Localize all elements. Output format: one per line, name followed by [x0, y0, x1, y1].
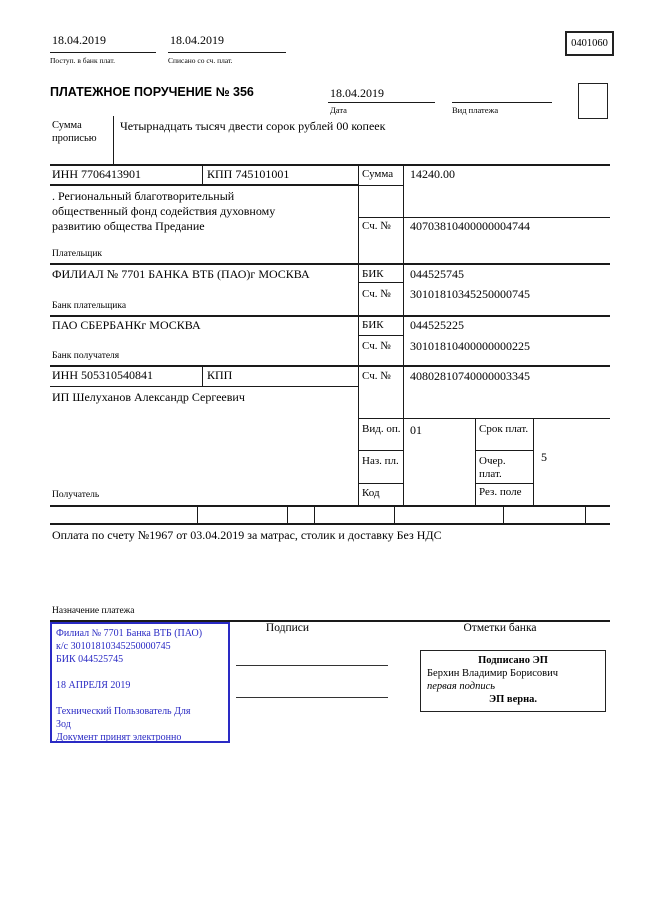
- stamp-line: Филиал № 7701 Банка ВТБ (ПАО): [56, 628, 203, 639]
- divider: [168, 52, 286, 53]
- divider: [314, 505, 315, 523]
- page-title: ПЛАТЕЖНОЕ ПОРУЧЕНИЕ № 356: [50, 85, 254, 99]
- divider: [503, 505, 504, 523]
- divider: [358, 335, 403, 336]
- divider: [197, 505, 198, 523]
- payer-bank-account-label: Сч. №: [362, 288, 391, 300]
- table-border: [50, 505, 610, 507]
- divider: [475, 450, 533, 451]
- payer-bank-section-label: Банк плательщика: [52, 301, 127, 311]
- table-border: [50, 365, 610, 367]
- payer-kpp: КПП 745101001: [207, 167, 290, 181]
- amount-value: 14240.00: [410, 167, 455, 181]
- payee-bank-bik: 044525225: [410, 318, 464, 332]
- priority-value: 5: [541, 450, 547, 464]
- stamp-line: [56, 666, 224, 679]
- esign-verified: ЭП верна.: [488, 694, 537, 705]
- pay-term-label: Срок плат.: [479, 423, 529, 435]
- divider: [50, 386, 358, 387]
- payee-kpp-label: КПП: [207, 368, 233, 382]
- divider: [358, 483, 403, 484]
- stamp-line: 18 АПРЕЛЯ 2019: [56, 680, 131, 691]
- payer-bank-bik-label: БИК: [362, 268, 384, 280]
- esign-box: [420, 650, 606, 712]
- stamp-line: [56, 692, 224, 705]
- divider: [113, 116, 114, 164]
- payer-section-label: Плательщик: [52, 249, 103, 259]
- code-label: Код: [362, 487, 380, 499]
- payer-account: 40703810400000004744: [410, 219, 530, 233]
- payee-bank-account: 30101810400000000225: [410, 339, 530, 353]
- divider: [475, 418, 476, 505]
- payee-name: ИП Шелуханов Александр Сергеевич: [52, 390, 245, 404]
- stamp-line: Документ принят электронно: [56, 732, 182, 743]
- payee-bank-bik-label: БИК: [362, 319, 384, 331]
- payment-kind-box: [578, 83, 608, 119]
- table-border: [50, 523, 610, 525]
- received-date: 18.04.2019: [52, 33, 106, 47]
- bank-stamp: [50, 622, 230, 743]
- payment-purpose-text: Оплата по счету №1967 от 03.04.2019 за матрас, столик и доставку Без НДС: [52, 528, 442, 542]
- divider: [533, 418, 534, 505]
- payment-kind-label: Вид платежа: [452, 105, 499, 115]
- payer-bank-account: 30101810345250000745: [410, 287, 530, 301]
- divider: [358, 282, 403, 283]
- payee-bank-account-label: Сч. №: [362, 340, 391, 352]
- reserve-field-label: Рез. поле: [479, 486, 522, 498]
- payer-name-line: . Региональный благотворительный: [52, 189, 235, 203]
- payee-bank-name: ПАО СБЕРБАНКг МОСКВА: [52, 318, 201, 332]
- payee-account-label: Сч. №: [362, 370, 391, 382]
- divider: [394, 505, 395, 523]
- amount-words-value: Четырнадцать тысяч двести сорок рублей 00 копеек: [120, 119, 386, 133]
- op-kind-label: Вид. оп.: [362, 423, 401, 435]
- stamp-line: к/с 30101810345250000745: [56, 641, 171, 652]
- payer-account-label: Сч. №: [362, 220, 391, 232]
- payer-inn: ИНН 7706413901: [52, 167, 141, 181]
- payee-section-label: Получатель: [52, 490, 100, 500]
- divider: [475, 483, 533, 484]
- divider: [287, 505, 288, 523]
- stamp-line: Зод: [56, 719, 71, 730]
- table-border: [50, 315, 610, 317]
- payer-bank-name: ФИЛИАЛ № 7701 БАНКА ВТБ (ПАО)г МОСКВА: [52, 267, 310, 281]
- payee-bank-section-label: Банк получателя: [52, 351, 120, 361]
- divider: [202, 164, 203, 184]
- divider: [358, 185, 403, 186]
- debited-date-label: Списано со сч. плат.: [168, 56, 233, 65]
- document-date: 18.04.2019: [330, 86, 384, 100]
- stamp-line: БИК 044525745: [56, 654, 124, 665]
- payer-name-line: развитию общества Предание: [52, 219, 205, 233]
- payee-inn: ИНН 505310540841: [52, 368, 153, 382]
- received-date-label: Поступ. в банк плат.: [50, 56, 115, 65]
- table-border: [50, 263, 610, 265]
- esign-signer-name: Берхин Владимир Борисович: [427, 668, 558, 679]
- amount-cell-label: Сумма: [362, 168, 394, 180]
- debited-date: 18.04.2019: [170, 33, 224, 47]
- table-border: [50, 184, 358, 186]
- stamp-line: Технический Пользователь Для: [56, 706, 191, 717]
- signatures-label: Подписи: [265, 622, 310, 634]
- table-border: [50, 164, 610, 166]
- divider: [358, 217, 610, 218]
- signature-line: [236, 665, 388, 666]
- divider: [202, 365, 203, 386]
- signature-line: [236, 697, 388, 698]
- esign-sign-type: первая подпись: [427, 681, 496, 692]
- op-kind-value: 01: [410, 423, 422, 437]
- divider: [328, 102, 435, 103]
- payer-name-line: общественный фонд содействия духовному: [52, 204, 276, 218]
- priority-label: Очер. плат.: [479, 455, 506, 480]
- divider: [585, 505, 586, 523]
- bank-marks-label: Отметки банка: [463, 622, 537, 634]
- divider: [358, 418, 610, 419]
- amount-words-label: Сумма прописью: [52, 120, 97, 144]
- purpose-code-label: Наз. пл.: [362, 455, 399, 467]
- form-code-badge: 0401060: [565, 31, 614, 56]
- esign-title: Подписано ЭП: [478, 655, 548, 666]
- payee-account: 40802810740000003345: [410, 369, 530, 383]
- divider: [403, 164, 404, 505]
- divider: [358, 450, 403, 451]
- divider: [50, 52, 156, 53]
- payment-purpose-label: Назначение платежа: [52, 606, 135, 616]
- date-label: Дата: [330, 105, 347, 115]
- payer-bank-bik: 044525745: [410, 267, 464, 281]
- divider: [452, 102, 552, 103]
